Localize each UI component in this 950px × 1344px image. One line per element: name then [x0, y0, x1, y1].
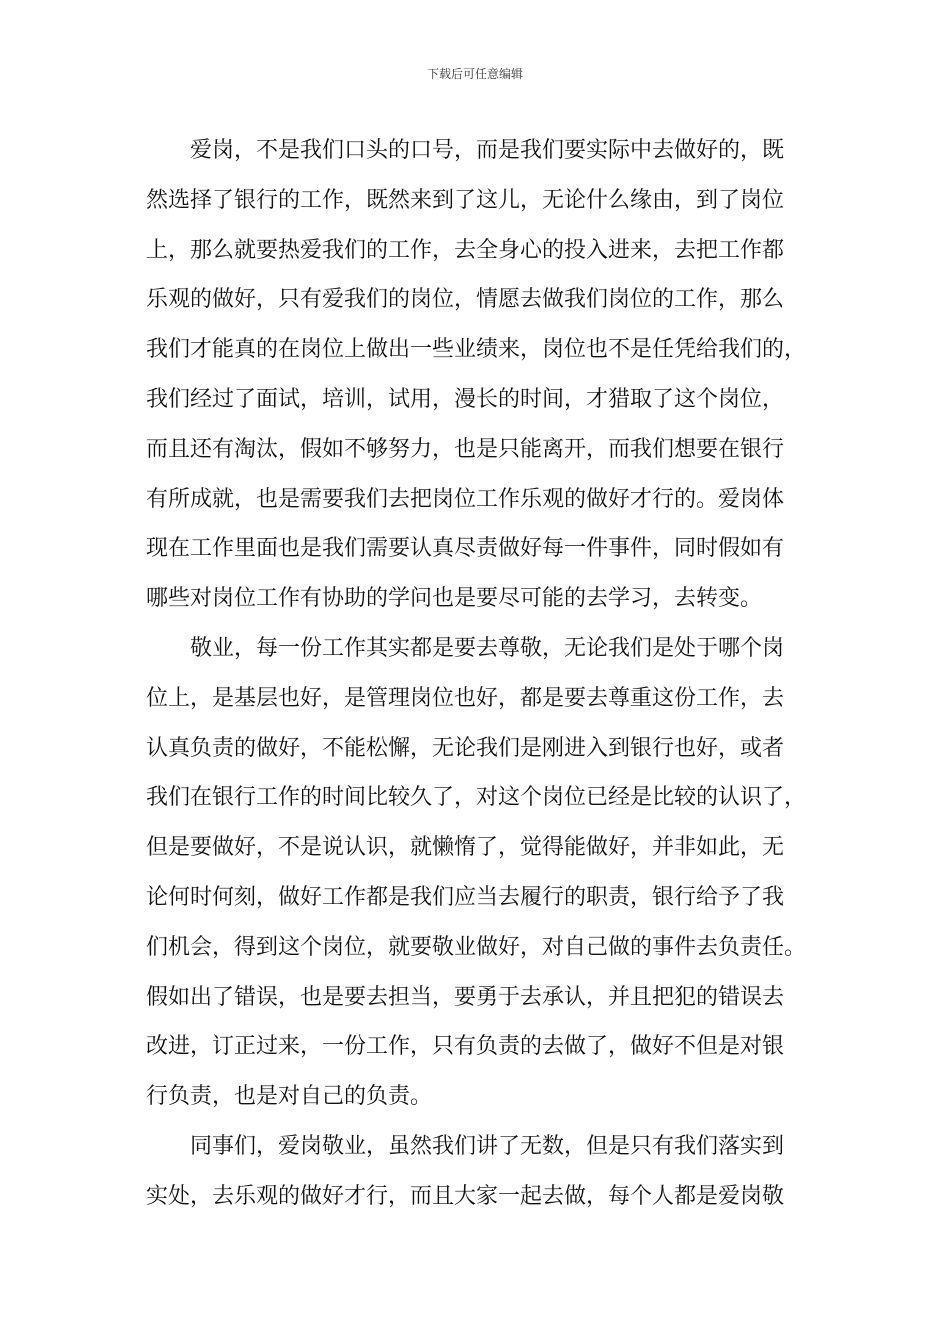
text-line: 我们经过了面试，培训，试用，漫长的时间，才猎取了这个岗位，: [146, 386, 785, 412]
text-line: 而且还有淘汰，假如不够努力，也是只能离开，而我们想要在银行: [146, 436, 785, 462]
page-header: 下载后可任意编辑: [426, 67, 523, 81]
text-line: 假如出了错误，也是要去担当，要勇于去承认，并且把犯的错误去: [146, 984, 785, 1010]
text-line: 乐观的做好，只有爱我们的岗位，情愿去做我们岗位的工作，那么: [146, 287, 785, 313]
text-line: 敬业，每一份工作其实都是要去尊敬，无论我们是处于哪个岗: [190, 635, 785, 661]
text-line: 然选择了银行的工作，既然来到了这儿，无论什么缘由，到了岗位: [146, 187, 785, 213]
text-line: 有所成就，也是需要我们去把岗位工作乐观的做好才行的。爱岗体: [146, 486, 785, 512]
text-line: 位上，是基层也好，是管理岗位也好，都是要去尊重这份工作，去: [146, 685, 785, 711]
text-line: 实处，去乐观的做好才行，而且大家一起去做，每个人都是爱岗敬: [146, 1183, 785, 1209]
text-line: 但是要做好，不是说认识，就懒惰了，觉得能做好，并非如此，无: [146, 835, 785, 861]
text-line: 我们才能真的在岗位上做出一些业绩来，岗位也不是任凭给我们的，: [146, 337, 807, 363]
document-body: [146, 126, 808, 1222]
text-line: 认真负责的做好，不能松懈，无论我们是刚进入到银行也好，或者: [146, 735, 785, 761]
text-line: 哪些对岗位工作有协助的学问也是要尽可能的去学习，去转变。: [146, 586, 763, 612]
text-line: 现在工作里面也是我们需要认真尽责做好每一件事件，同时假如有: [146, 536, 785, 562]
text-line: 论何时何刻，做好工作都是我们应当去履行的职责，银行给予了我: [146, 884, 785, 910]
text-line: 上，那么就要热爱我们的工作，去全身心的投入进来，去把工作都: [146, 237, 785, 263]
text-line: 同事们，爱岗敬业，虽然我们讲了无数，但是只有我们落实到: [190, 1133, 785, 1159]
text-line: 们机会，得到这个岗位，就要敬业做好，对自己做的事件去负责任。: [146, 934, 807, 960]
text-line: 我们在银行工作的时间比较久了，对这个岗位已经是比较的认识了，: [146, 785, 807, 811]
text-line: 行负责，也是对自己的负责。: [146, 1084, 433, 1110]
text-line: 爱岗，不是我们口头的口号，而是我们要实际中去做好的，既: [190, 138, 785, 163]
text-line: 改进，订正过来，一份工作，只有负责的去做了，做好不但是对银: [146, 1034, 785, 1060]
